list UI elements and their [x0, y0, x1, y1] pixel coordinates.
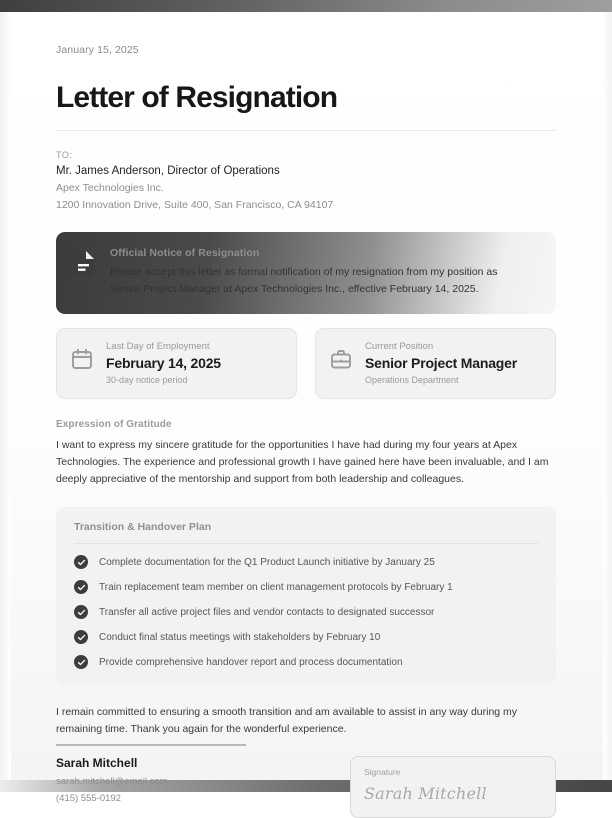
letter-date: January 15, 2025 [56, 44, 139, 56]
list-item-label: Provide comprehensive handover report and process documentation [99, 656, 403, 668]
gratitude-text: I want to express my sincere gratitude for the opportunities I have had during my four years at Apex Technologies. The experience and professional growth I have gained here have been invaluable, and I am deeply appreciative of the mentorship and support from both leadership and colleagues. [56, 438, 549, 486]
transition-panel-divider [74, 543, 538, 544]
gratitude-kicker: Expression of Gratitude [56, 418, 172, 430]
header-divider [56, 130, 556, 131]
official-notice-banner [56, 232, 556, 314]
check-circle-icon [74, 580, 88, 594]
card-current-position-body [365, 341, 517, 385]
card-last-day-value: February 14, 2025 [106, 354, 221, 371]
signature-box-label: Signature [364, 767, 401, 778]
signer-block [56, 756, 168, 804]
letter-content [56, 44, 556, 818]
check-circle-icon [74, 605, 88, 619]
signature-divider [56, 744, 246, 746]
list-item [74, 580, 538, 594]
signer-name: Sarah Mitchell [56, 756, 138, 771]
card-current-position-value: Senior Project Manager [365, 354, 517, 371]
page-title: Letter of Resignation [56, 81, 338, 114]
list-item [74, 555, 538, 569]
transition-panel [56, 507, 556, 685]
official-notice-body [110, 247, 538, 298]
signer-phone: (415) 555-0192 [56, 793, 121, 805]
check-circle-icon [74, 555, 88, 569]
check-circle-icon [74, 655, 88, 669]
signature-script: Sarah Mitchell [364, 784, 487, 804]
recipient-block [56, 150, 556, 211]
list-item [74, 655, 538, 669]
document-icon [72, 249, 96, 277]
card-current-position [315, 328, 556, 399]
official-notice-title: Official Notice of Resignation [110, 246, 260, 259]
letter-footer [56, 756, 556, 818]
letter-sheet [0, 12, 612, 805]
list-item-label: Train replacement team member on client management protocols by February 1 [99, 581, 453, 593]
gratitude-section [56, 419, 556, 489]
signature-box[interactable] [350, 756, 556, 818]
top-accent-bar [0, 0, 612, 12]
card-last-day-body [106, 341, 221, 385]
card-last-day [56, 328, 297, 399]
list-item-label: Complete documentation for the Q1 Product Launch initiative by January 25 [99, 556, 435, 568]
check-circle-icon [74, 630, 88, 644]
transition-panel-title: Transition & Handover Plan [74, 521, 212, 534]
recipient-name: Mr. James Anderson, Director of Operations [56, 164, 280, 177]
card-last-day-label: Last Day of Employment [106, 340, 210, 352]
card-current-position-sub: Operations Department [365, 374, 459, 385]
list-item [74, 605, 538, 619]
briefcase-icon [330, 348, 352, 370]
card-current-position-label: Current Position [365, 340, 434, 352]
recipient-address: 1200 Innovation Drive, Suite 400, San Francisco, CA 94107 [56, 198, 334, 211]
official-notice-text: Please accept this letter as formal notification of my resignation from my position as Senior Project Manager at Apex Technologies Inc., effective February 14, 2025. [110, 265, 498, 295]
calendar-icon [71, 348, 93, 370]
list-item [74, 630, 538, 644]
info-cards [56, 328, 556, 399]
card-last-day-sub: 30-day notice period [106, 374, 188, 385]
closing-text: I remain committed to ensuring a smooth transition and am available to assist in any way during my remaining time. Thank you again for the wonderful experience. [56, 706, 518, 736]
list-item-label: Conduct final status meetings with stakeholders by February 10 [99, 631, 381, 643]
recipient-to-label: TO: [56, 149, 73, 160]
recipient-company: Apex Technologies Inc. [56, 181, 164, 194]
list-item-label: Transfer all active project files and vendor contacts to designated successor [99, 606, 435, 618]
signer-email: sarah.mitchell@email.com [56, 776, 168, 788]
